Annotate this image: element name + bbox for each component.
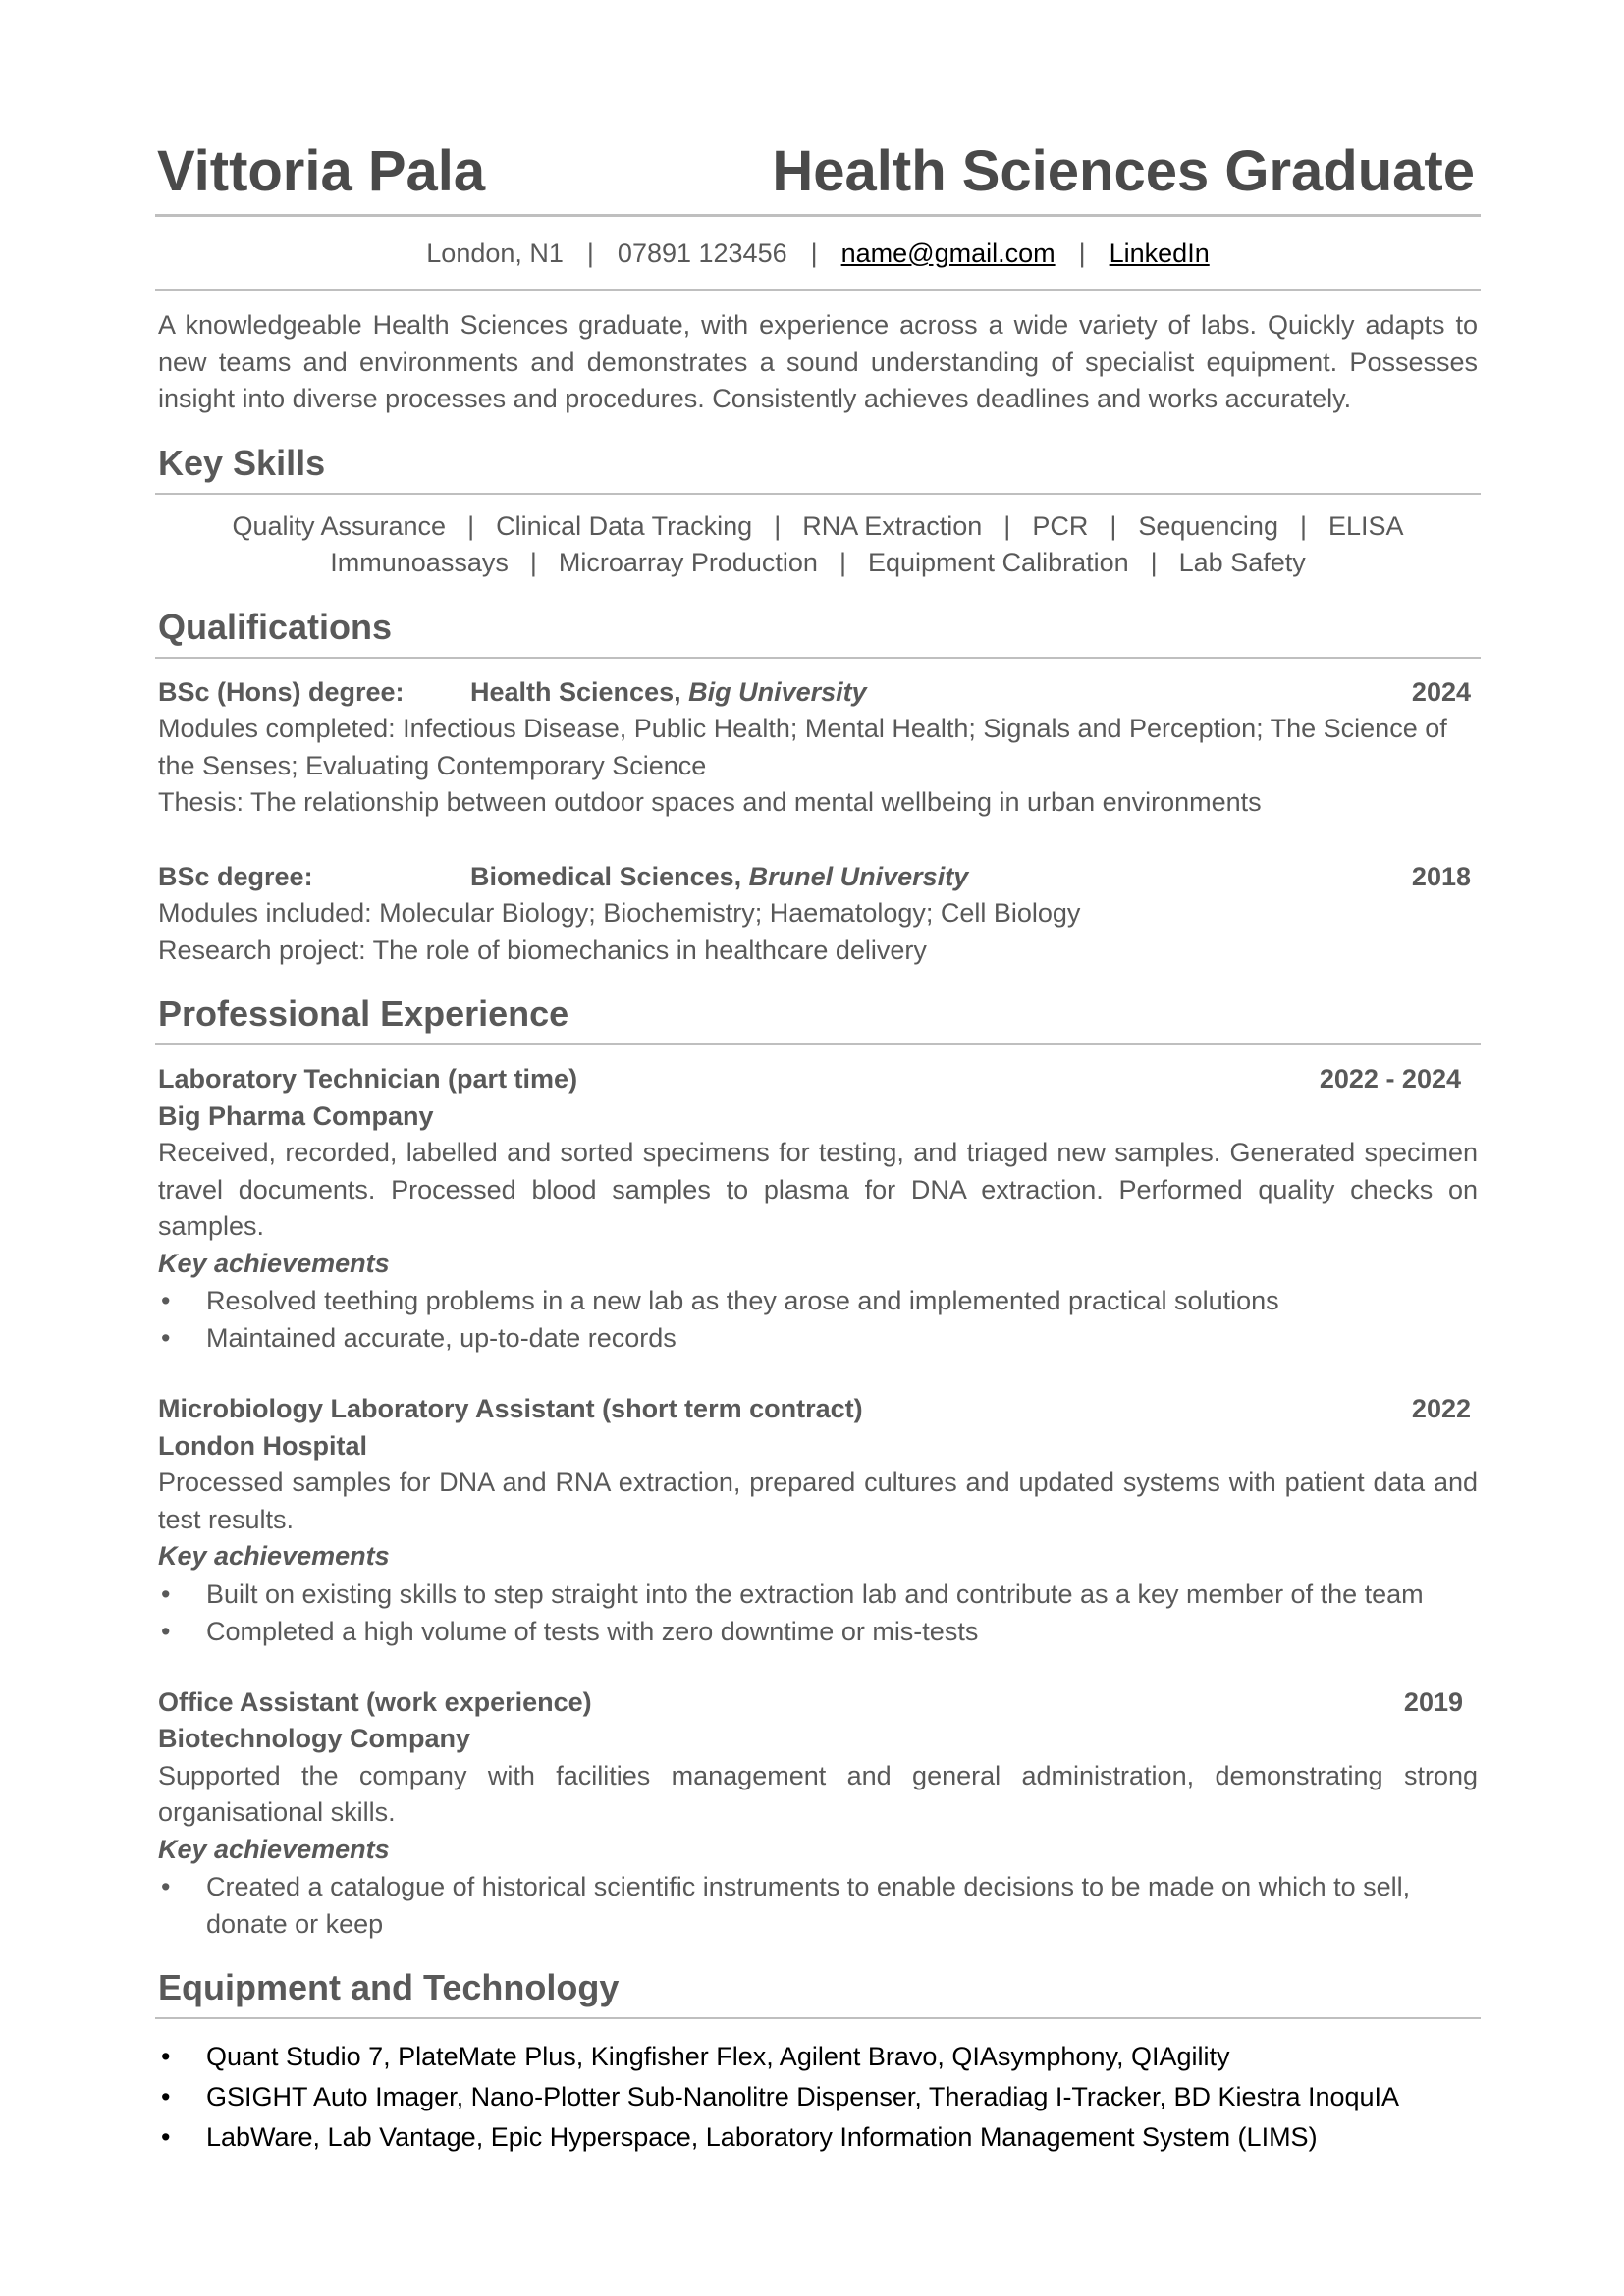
- equipment-section: [155, 1967, 1481, 2158]
- list-item: [155, 1319, 1481, 1357]
- skill-separator: |: [1299, 510, 1307, 541]
- job-company: Big Pharma Company: [158, 1100, 434, 1131]
- job-header: [155, 1684, 1481, 1722]
- skill-separator: |: [774, 510, 782, 541]
- contact-line: [155, 217, 1481, 289]
- section-divider: [155, 493, 1481, 495]
- job-role: Microbiology Laboratory Assistant (short term contract): [158, 1394, 863, 1423]
- institution-name: Brunel University: [748, 861, 969, 891]
- list-item: [155, 1282, 1481, 1319]
- profile-summary: A knowledgeable Health Sciences graduate, with experience across a wide variety of labs. Quickly adapts to new teams and environments and demonstrates a sound understanding of specialist equipment. Possesses insight into diverse processes and procedures. Consistently achieves deadlines and works accurately.: [158, 310, 1478, 413]
- institution-name: Big University: [688, 676, 867, 707]
- achievements-list: [155, 1575, 1481, 1650]
- job-company: London Hospital: [158, 1430, 367, 1461]
- skill-separator: |: [529, 548, 537, 577]
- job-entry: [155, 1061, 1481, 1357]
- section-heading-professional-experience: Professional Experience: [158, 993, 569, 1034]
- list-item: [155, 2117, 1481, 2158]
- section-divider: [155, 1043, 1481, 1045]
- bullet-icon: •: [161, 2122, 171, 2152]
- qualification-entry: [155, 674, 1481, 822]
- job-description: Supported the company with facilities management and general administration, demonstrating strong organisational skills.: [158, 1760, 1478, 1827]
- bullet-icon: •: [161, 1578, 171, 1609]
- degree-course: [470, 859, 1412, 896]
- degree-year: 2024: [1411, 676, 1471, 707]
- qualifications-section: [155, 606, 1481, 970]
- skill-item: Sequencing: [1138, 510, 1278, 541]
- list-item: [155, 2037, 1481, 2077]
- email-link[interactable]: name@gmail.com: [840, 239, 1056, 268]
- skill-item: PCR: [1032, 510, 1089, 541]
- job-header: [155, 1061, 1481, 1098]
- achievement-text: Maintained accurate, up-to-date records: [206, 1323, 677, 1353]
- achievement-text: Built on existing skills to step straight into the extraction lab and contribute as a key member of the team: [206, 1578, 1424, 1609]
- bullet-icon: •: [161, 1323, 171, 1353]
- list-item: [155, 1575, 1481, 1613]
- job-header: [155, 1391, 1481, 1428]
- job-role: Office Assistant (work experience): [158, 1686, 592, 1717]
- job-entry: [155, 1684, 1481, 1944]
- job-description: Processed samples for DNA and RNA extraction, prepared cultures and updated systems with patient data and test results.: [158, 1468, 1478, 1534]
- candidate-name: Vittoria Pala: [157, 139, 486, 203]
- job-dates: 2022 - 2024: [1319, 1064, 1461, 1094]
- section-divider: [155, 657, 1481, 659]
- degree-modules: Modules completed: Infectious Disease, Public Health; Mental Health; Signals and Perception; The Science of the Senses; Evaluating Contemporary Science: [158, 714, 1447, 780]
- skill-separator: |: [1003, 510, 1011, 541]
- candidate-title: Health Sciences Graduate: [772, 139, 1475, 203]
- skill-separator: |: [467, 510, 475, 541]
- job-entry: [155, 1391, 1481, 1650]
- contact-divider: [155, 289, 1481, 291]
- equipment-text: LabWare, Lab Vantage, Epic Hyperspace, Laboratory Information Management System (LIMS): [206, 2122, 1318, 2152]
- qualification-header: [155, 859, 1481, 896]
- contact-separator: |: [1078, 239, 1086, 268]
- contact-location: London, N1: [426, 239, 564, 268]
- bullet-icon: •: [161, 1616, 171, 1646]
- cv-page: [155, 128, 1481, 2158]
- skill-item: ELISA: [1327, 510, 1404, 541]
- job-dates: 2019: [1403, 1686, 1463, 1717]
- section-heading-equipment-technology: Equipment and Technology: [158, 1967, 620, 2007]
- list-item: [155, 1868, 1481, 1943]
- job-dates: 2022: [1411, 1394, 1471, 1423]
- bullet-icon: •: [161, 1872, 171, 1901]
- job-role: Laboratory Technician (part time): [158, 1064, 578, 1094]
- course-name: Health Sciences,: [470, 676, 689, 707]
- skill-separator: |: [1110, 510, 1117, 541]
- degree-type: BSc (Hons) degree:: [158, 676, 405, 707]
- equipment-list: [155, 2037, 1481, 2158]
- skill-item: Lab Safety: [1178, 548, 1306, 577]
- achievements-list: [155, 1282, 1481, 1357]
- skill-separator: |: [839, 548, 846, 577]
- skills-row-1: [155, 508, 1481, 546]
- contact-separator: |: [810, 239, 818, 268]
- key-achievements-label: Key achievements: [158, 1541, 390, 1571]
- key-achievements-label: Key achievements: [158, 1834, 390, 1864]
- job-description: Received, recorded, labelled and sorted specimens for testing, and triaged new samples. Generated specimen travel documents. Processed blood samples to plasma for DNA extraction. Performed quality checks on samples.: [158, 1138, 1478, 1241]
- degree-project: Research project: The role of biomechanics in healthcare delivery: [158, 934, 927, 965]
- list-item: [155, 1613, 1481, 1650]
- section-heading-key-skills: Key Skills: [158, 442, 326, 483]
- skill-item: Microarray Production: [558, 548, 818, 577]
- achievement-text: Created a catalogue of historical scientific instruments to enable decisions to be made on which to sell, donate or keep: [206, 1872, 1411, 1939]
- skills-section: [155, 442, 1481, 582]
- equipment-text: GSIGHT Auto Imager, Nano-Plotter Sub-Nanolitre Dispenser, Theradiag I-Tracker, BD Kiestra InoquIA: [206, 2082, 1400, 2111]
- skills-list: [155, 508, 1481, 582]
- degree-year: 2018: [1411, 861, 1471, 891]
- skill-item: RNA Extraction: [802, 510, 983, 541]
- course-name: Biomedical Sciences,: [470, 861, 749, 891]
- achievements-list: [155, 1868, 1481, 1943]
- skill-item: Quality Assurance: [232, 510, 447, 541]
- bullet-icon: •: [161, 1286, 171, 1315]
- key-achievements-label: Key achievements: [158, 1248, 390, 1278]
- equipment-text: Quant Studio 7, PlateMate Plus, Kingfisher Flex, Agilent Bravo, QIAsymphony, QIAgility: [206, 2042, 1230, 2071]
- achievement-text: Resolved teething problems in a new lab as they arose and implemented practical solutions: [206, 1286, 1279, 1315]
- list-item: [155, 2077, 1481, 2117]
- skills-row-2: [155, 545, 1481, 582]
- job-company: Biotechnology Company: [158, 1724, 471, 1753]
- degree-thesis: Thesis: The relationship between outdoor spaces and mental wellbeing in urban environments: [158, 787, 1262, 817]
- section-heading-qualifications: Qualifications: [158, 606, 393, 647]
- skill-item: Clinical Data Tracking: [496, 510, 753, 541]
- degree-modules: Modules included: Molecular Biology; Biochemistry; Haematology; Cell Biology: [158, 898, 1081, 928]
- section-divider: [155, 2017, 1481, 2019]
- degree-type: BSc degree:: [158, 861, 313, 891]
- achievement-text: Completed a high volume of tests with zero downtime or mis-tests: [206, 1616, 979, 1646]
- degree-course: [470, 674, 1412, 712]
- cv-header: [155, 128, 1481, 214]
- contact-phone: 07891 123456: [617, 239, 787, 268]
- skill-item: Equipment Calibration: [867, 548, 1129, 577]
- qualification-entry: [155, 859, 1481, 970]
- experience-section: [155, 993, 1481, 1943]
- skill-item: Immunoassays: [330, 548, 509, 577]
- bullet-icon: •: [161, 2042, 171, 2071]
- qualification-header: [155, 674, 1481, 712]
- contact-separator: |: [586, 239, 594, 268]
- bullet-icon: •: [161, 2082, 171, 2111]
- skill-separator: |: [1150, 548, 1158, 577]
- linkedin-link[interactable]: LinkedIn: [1109, 239, 1210, 268]
